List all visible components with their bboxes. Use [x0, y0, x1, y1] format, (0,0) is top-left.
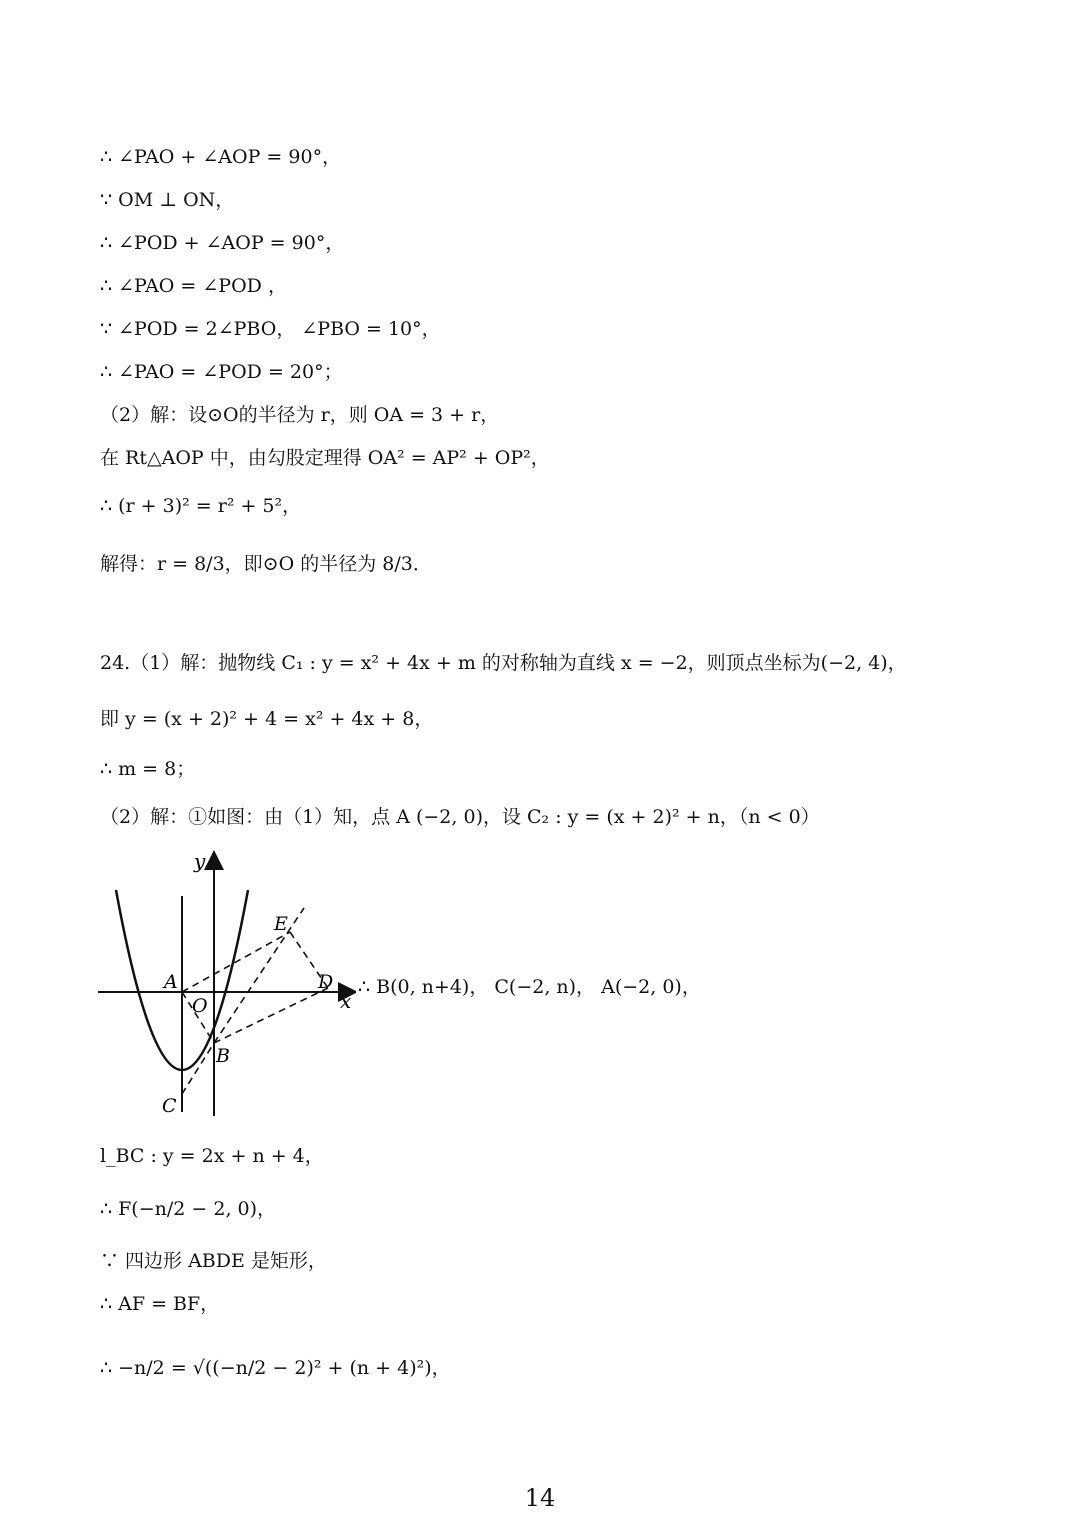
- parabola-figure: [96, 848, 356, 1124]
- label-x: x: [340, 989, 352, 1013]
- segment-bd: [214, 988, 328, 1043]
- label-o: O: [192, 995, 208, 1017]
- page-number: 14: [524, 1484, 556, 1512]
- label-d: D: [318, 971, 334, 993]
- solution-line-5: ∵ ∠POD = 2∠PBO， ∠PBO = 10°，: [100, 318, 441, 340]
- solution-line-19: ∴ −n/2 = √((−n/2 − 2)² + (n + 4)²)，: [100, 1357, 451, 1379]
- solution-line-1: ∴ ∠PAO + ∠AOP = 90°，: [100, 146, 342, 168]
- solution-line-6: ∴ ∠PAO = ∠POD = 20°；: [100, 361, 343, 383]
- line-bc-extended: [214, 908, 304, 1043]
- solution-line-2: ∵ OM ⊥ ON，: [100, 189, 235, 211]
- label-a: A: [164, 971, 178, 993]
- solution-line-15: l_BC : y = 2x + n + 4，: [100, 1145, 324, 1167]
- label-b: B: [216, 1045, 230, 1067]
- solution-line-16: ∴ F(−n/2 − 2, 0)，: [100, 1198, 277, 1220]
- solution-line-3: ∴ ∠POD + ∠AOP = 90°，: [100, 232, 345, 254]
- solution-line-4: ∴ ∠PAO = ∠POD ，: [100, 275, 287, 297]
- solution-line-9: ∴ (r + 3)² = r² + 5²，: [100, 495, 302, 517]
- solution-line-10: 解得：r = 8/3，即⊙O 的半径为 8/3．: [100, 553, 432, 575]
- label-y: y: [194, 849, 206, 873]
- figure-side-text: ∴ B(0, n+4)， C(−2, n)， A(−2, 0)，: [358, 976, 701, 998]
- segment-ae: [182, 932, 290, 992]
- solution-line-13: ∴ m = 8；: [100, 758, 196, 780]
- solution-line-12: 即 y = (x + 2)² + 4 = x² + 4x + 8，: [100, 708, 434, 730]
- solution-line-14: （2）解：①如图：由（1）知，点 A (−2, 0)，设 C₂ : y = (x + 2)² + n，（n < 0）: [100, 806, 820, 828]
- solution-line-11: 24.（1）解：抛物线 C₁ : y = x² + 4x + m 的对称轴为直线 x = −2，则顶点坐标为(−2, 4)，: [100, 652, 907, 674]
- solution-line-17: ∵ 四边形 ABDE 是矩形，: [100, 1250, 327, 1272]
- solution-line-7: （2）解：设⊙O的半径为 r，则 OA = 3 + r，: [100, 404, 500, 426]
- label-e: E: [274, 913, 288, 935]
- label-c: C: [162, 1095, 177, 1117]
- solution-line-18: ∴ AF = BF，: [100, 1293, 220, 1315]
- solution-line-8: 在 Rt△AOP 中，由勾股定理得 OA² = AP² + OP²，: [100, 447, 550, 469]
